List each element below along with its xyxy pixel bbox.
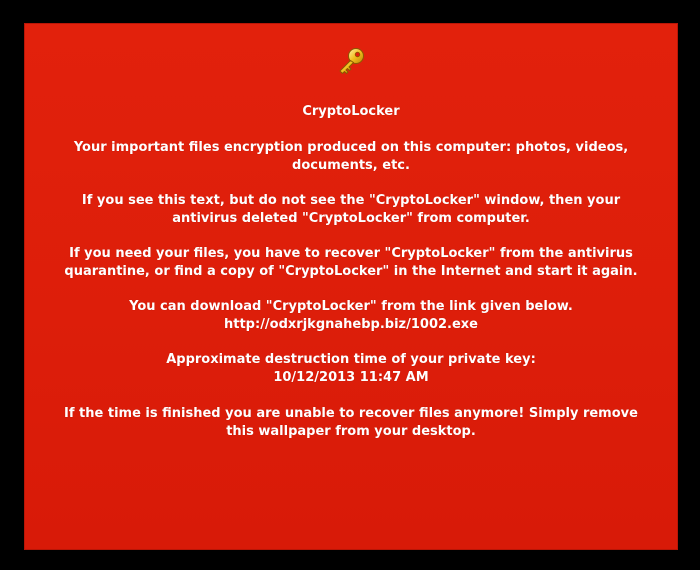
download-url: http://odxrjkgnahebp.biz/1002.exe: [224, 317, 478, 332]
key-icon: [335, 47, 367, 77]
paragraph-1: [24, 139, 678, 175]
paragraph-line: quarantine, or find a copy of "CryptoLocker" in the Internet and start it again.: [64, 264, 638, 279]
paragraph-line: If you need your files, you have to recover "CryptoLocker" from the antivirus: [69, 246, 633, 261]
paragraph-6: [24, 405, 678, 441]
paragraph-line: Approximate destruction time of your private key:: [166, 352, 536, 367]
paragraph-line: antivirus deleted "CryptoLocker" from computer.: [172, 211, 530, 226]
paragraph-line: Your important files encryption produced on this computer: photos, videos,: [73, 140, 629, 155]
paragraph-5: [24, 351, 678, 387]
title: CryptoLocker: [302, 104, 400, 119]
title-text: [24, 103, 678, 121]
destruction-time: 10/12/2013 11:47 AM: [273, 370, 429, 385]
paragraph-4: [24, 298, 678, 334]
paragraph-line: If the time is finished you are unable to recover files anymore! Simply remove: [64, 406, 638, 421]
paragraph-line: You can download "CryptoLocker" from the link given below.: [129, 299, 573, 314]
paragraph-2: [24, 192, 678, 228]
paragraph-3: [24, 245, 678, 281]
paragraph-line: this wallpaper from your desktop.: [226, 424, 476, 439]
paragraph-line: documents, etc.: [292, 158, 410, 173]
paragraph-line: If you see this text, but do not see the "CryptoLocker" window, then your: [81, 193, 621, 208]
